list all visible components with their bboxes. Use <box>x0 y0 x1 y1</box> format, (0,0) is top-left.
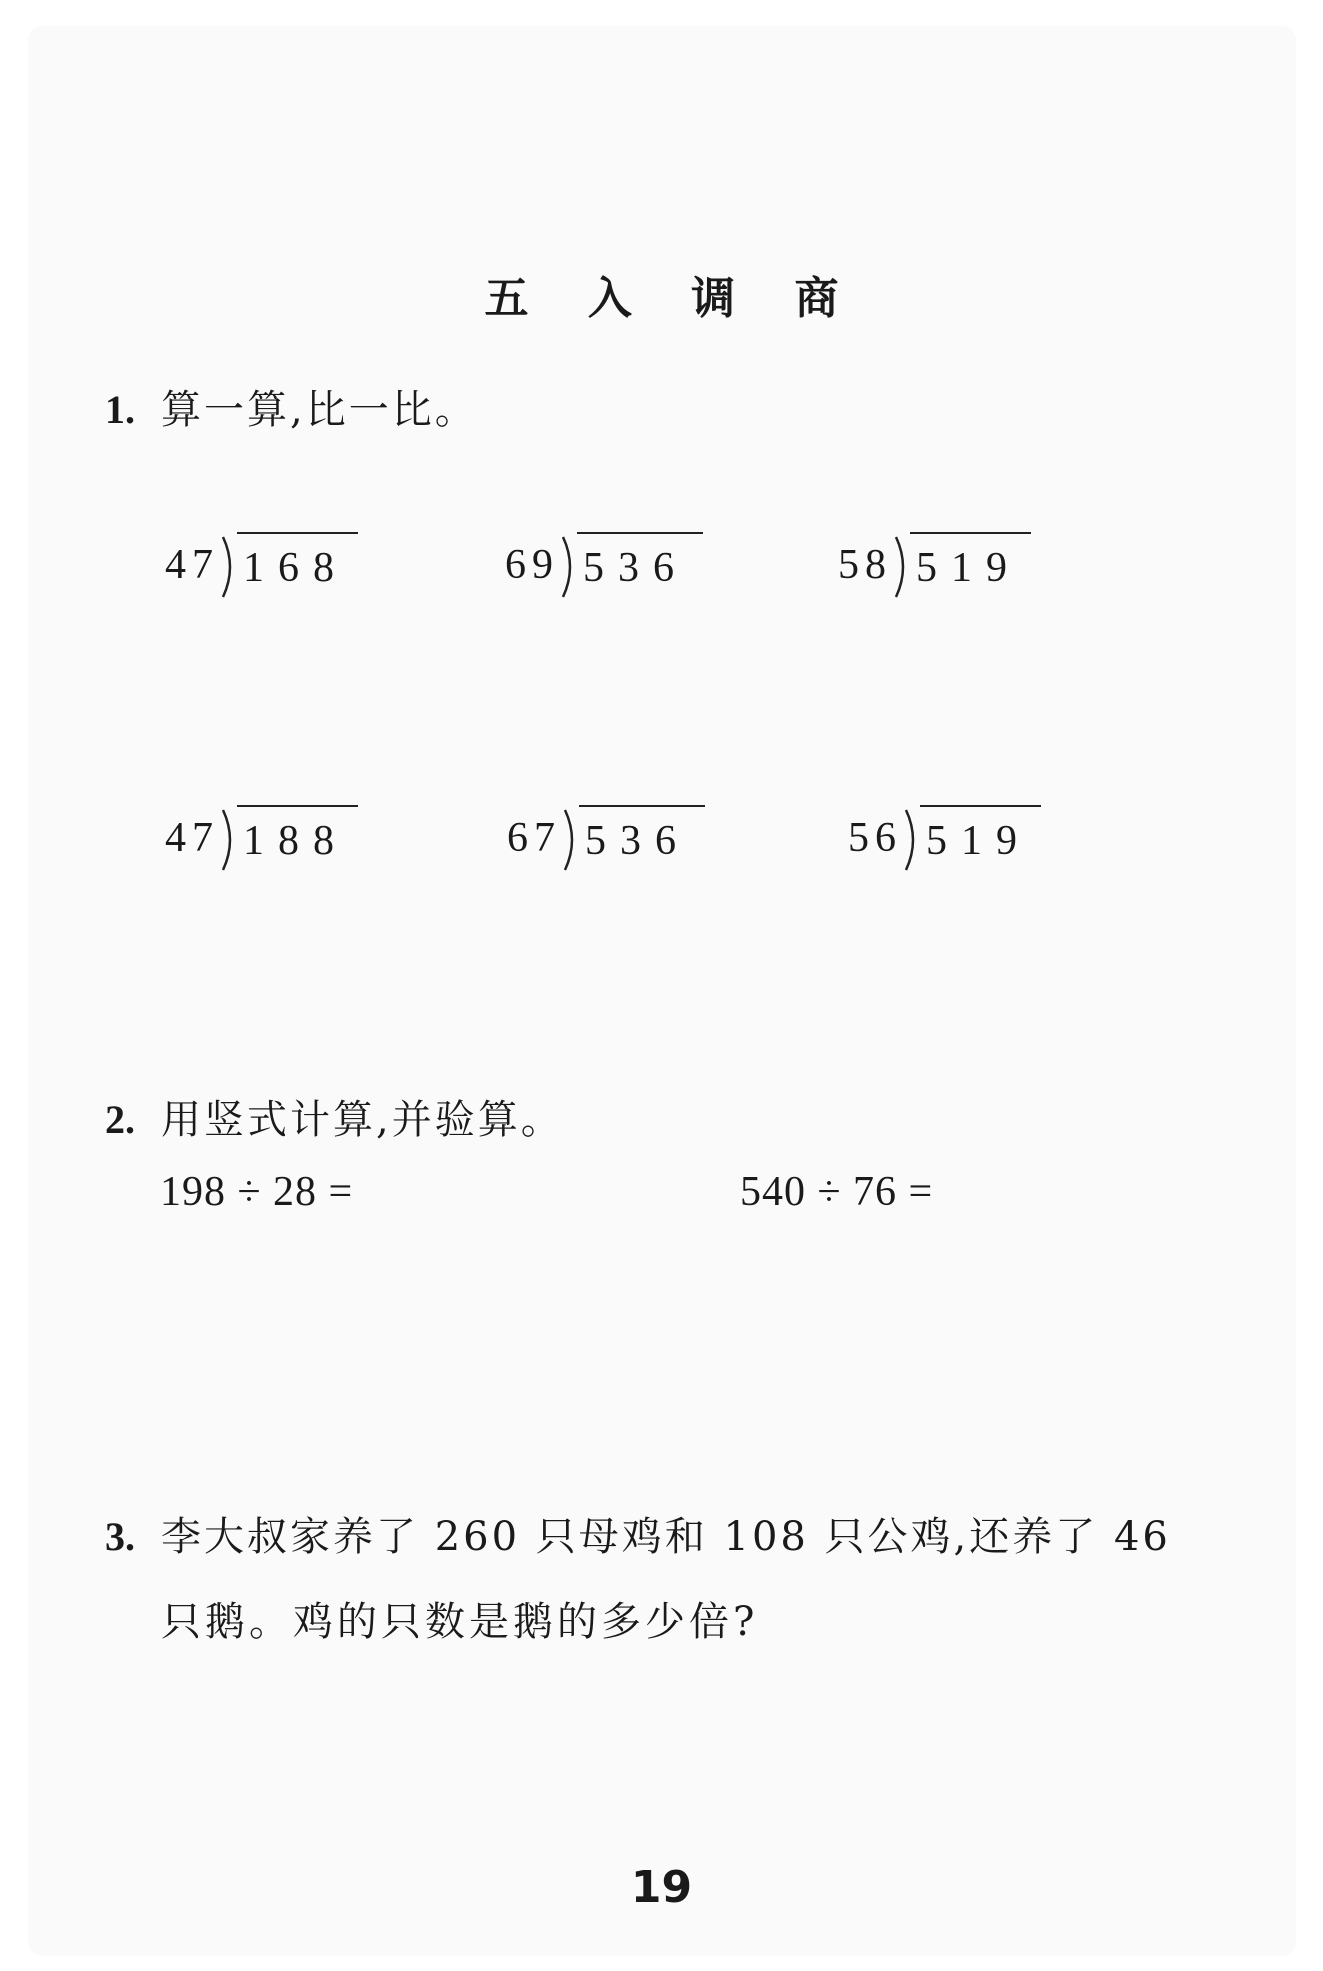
divisor: 67 <box>507 815 561 861</box>
dividend: 519 <box>910 532 1031 598</box>
divisor: 47 <box>165 542 219 588</box>
question-2-number: 2. <box>105 1097 135 1142</box>
divisor: 69 <box>505 542 559 588</box>
division-problem <box>838 532 1031 598</box>
question-3-text-line-2: 只鹅。鸡的只数是鹅的多少倍? <box>161 1599 759 1645</box>
page-number: 19 <box>630 1862 693 1913</box>
division-bracket-icon <box>904 808 920 868</box>
page-title: 五 入 调 商 <box>484 273 861 324</box>
division-bracket-icon <box>563 808 579 868</box>
question-3-text: 李大叔家养了 260 只母鸡和 108 只公鸡,还养了 46 <box>161 1514 1171 1560</box>
question-2-heading <box>105 1088 564 1145</box>
division-problem <box>848 805 1041 871</box>
division-bracket-icon <box>561 535 577 595</box>
divisor: 58 <box>838 542 892 588</box>
division-bracket-icon <box>894 535 910 595</box>
dividend: 168 <box>237 532 358 598</box>
division-bracket-icon <box>221 535 237 595</box>
division-problem <box>505 532 703 598</box>
division-bracket-icon <box>221 808 237 868</box>
question-3-number: 3. <box>105 1514 135 1559</box>
dividend: 536 <box>577 532 703 598</box>
question-2-text: 用竖式计算,并验算。 <box>161 1097 564 1143</box>
division-problem <box>165 805 358 871</box>
dividend: 519 <box>920 805 1041 871</box>
question-1-heading <box>105 378 478 435</box>
question-3-heading <box>105 1505 1171 1562</box>
expression: 540 ÷ 76 = <box>740 1169 934 1215</box>
divisor: 56 <box>848 815 902 861</box>
expression: 198 ÷ 28 = <box>160 1169 354 1215</box>
divisor: 47 <box>165 815 219 861</box>
dividend: 536 <box>579 805 705 871</box>
division-problem <box>165 532 358 598</box>
division-problem <box>507 805 705 871</box>
question-1-number: 1. <box>105 387 135 432</box>
dividend: 188 <box>237 805 358 871</box>
question-1-text: 算一算,比一比。 <box>161 387 478 433</box>
